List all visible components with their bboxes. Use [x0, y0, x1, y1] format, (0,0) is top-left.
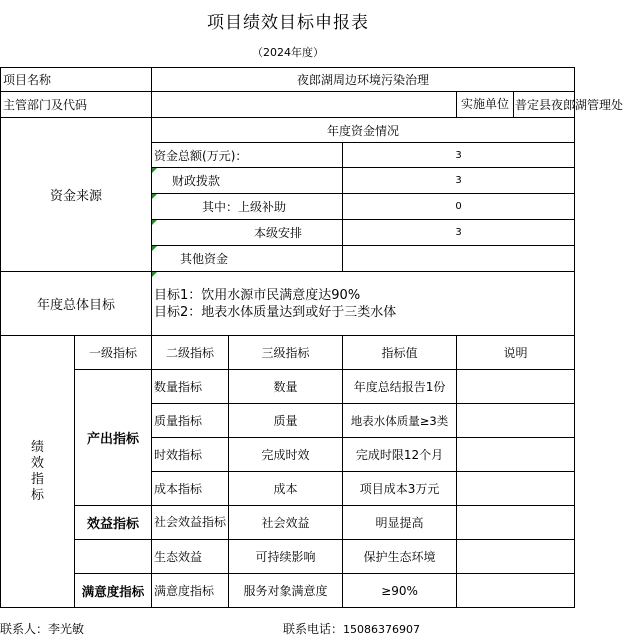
phone-label: 联系电话： — [283, 622, 344, 636]
impl-unit-value: 普定县夜郎湖管理处 — [515, 98, 623, 112]
group-empty — [75, 540, 152, 574]
perf-label: 绩效指标 — [30, 439, 44, 503]
contact-label: 联系人： — [0, 622, 49, 636]
row-value: 保护生态环境 — [343, 540, 457, 574]
row-l3: 服务对象满意度 — [229, 574, 343, 608]
phone-number: 15086376907 — [343, 623, 420, 636]
row-l3: 质量 — [229, 404, 343, 438]
indicator-row — [1, 506, 575, 540]
indicator-row — [1, 370, 575, 404]
header-value: 指标值 — [343, 336, 457, 370]
header-level2: 二级指标 — [152, 336, 229, 370]
performance-table — [0, 67, 623, 608]
row-l3: 完成时效 — [229, 438, 343, 472]
row-value: 年度总结报告1份 — [343, 370, 457, 404]
overall-goal-row — [1, 272, 575, 336]
form-year: （2024年度） — [252, 46, 324, 59]
row-l3: 成本 — [229, 472, 343, 506]
row-note — [457, 472, 575, 506]
funds-source-label: 资金来源 — [1, 118, 152, 272]
funds-upper-label: 其中：上级补助 — [152, 194, 343, 220]
goal-1: 目标1：饮用水源市民满意度达90% — [154, 287, 361, 303]
row-l3: 可持续影响 — [229, 540, 343, 574]
contact-name: 李光敏 — [48, 622, 85, 636]
row-l2: 时效指标 — [152, 438, 229, 472]
funds-local-label: 本级安排 — [152, 220, 343, 246]
project-name-value: 夜郎湖周边环境污染治理 — [152, 68, 575, 92]
row-l2: 质量指标 — [152, 404, 229, 438]
indicator-row — [1, 540, 575, 574]
row-note — [457, 506, 575, 540]
goal-2: 目标2：地表水体质量达到或好于三类水体 — [154, 304, 397, 320]
row-note — [457, 370, 575, 404]
header-level3: 三级指标 — [229, 336, 343, 370]
row-note — [457, 404, 575, 438]
funds-header: 年度资金情况 — [152, 118, 575, 143]
funds-total-value: 3 — [343, 143, 575, 168]
row-value: 地表水体质量≥3类 — [343, 404, 457, 438]
form-title: 项目绩效目标申报表 — [207, 13, 369, 33]
row-note — [457, 574, 575, 608]
impl-unit-cell — [457, 92, 623, 118]
project-name-row — [1, 68, 575, 92]
row-note — [457, 540, 575, 574]
header-level1: 一级指标 — [75, 336, 152, 370]
row-l2: 数量指标 — [152, 370, 229, 404]
department-row — [1, 92, 575, 118]
indicator-row — [1, 574, 575, 608]
funds-other-label: 其他资金 — [152, 246, 343, 272]
dept-label: 主管部门及代码 — [1, 92, 152, 118]
funds-fiscal-value: 3 — [343, 168, 575, 194]
indicator-header-row — [1, 336, 575, 370]
perf-label-cell — [1, 336, 75, 608]
row-l2: 生态效益 — [152, 540, 229, 574]
row-l2: 社会效益指标 — [152, 506, 229, 540]
overall-goal-content — [152, 272, 575, 336]
group-benefit: 效益指标 — [75, 506, 152, 540]
footer-contact — [0, 620, 84, 637]
funds-fiscal-label: 财政拨款 — [152, 168, 343, 194]
funds-other-value — [343, 246, 575, 272]
funds-header-row — [1, 118, 575, 143]
row-value: 项目成本3万元 — [343, 472, 457, 506]
funds-local-value: 3 — [343, 220, 575, 246]
footer-phone — [283, 620, 420, 637]
overall-goal-label: 年度总体目标 — [1, 272, 152, 336]
row-l3: 数量 — [229, 370, 343, 404]
row-value: 明显提高 — [343, 506, 457, 540]
funds-upper-value: 0 — [343, 194, 575, 220]
group-satisfaction: 满意度指标 — [75, 574, 152, 608]
row-l3: 社会效益 — [229, 506, 343, 540]
header-note: 说明 — [457, 336, 575, 370]
row-l2: 成本指标 — [152, 472, 229, 506]
group-output: 产出指标 — [75, 370, 152, 506]
row-value: 完成时限12个月 — [343, 438, 457, 472]
dept-value — [152, 92, 457, 118]
row-value: ≥90% — [343, 574, 457, 608]
row-l2: 满意度指标 — [152, 574, 229, 608]
impl-unit-label: 实施单位 — [457, 92, 514, 117]
row-note — [457, 438, 575, 472]
funds-total-label: 资金总额(万元)： — [152, 143, 343, 168]
project-name-label: 项目名称 — [1, 68, 152, 92]
